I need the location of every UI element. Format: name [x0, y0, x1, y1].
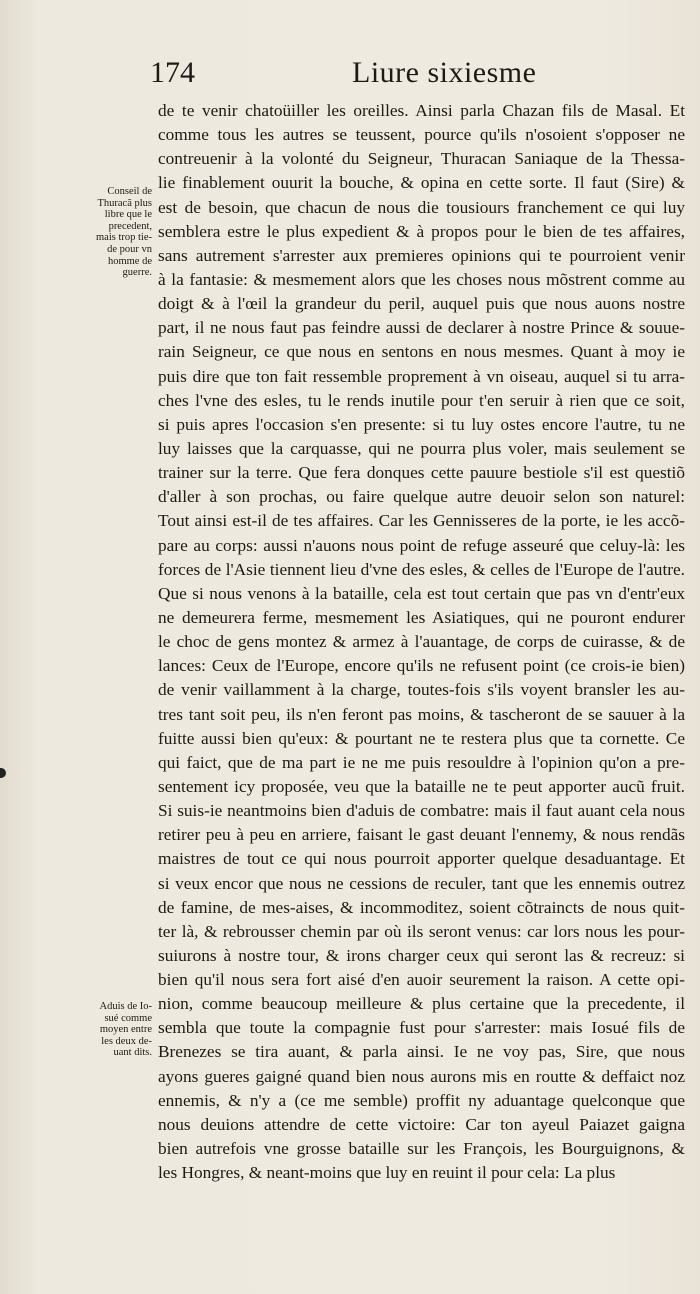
text-line: maistres de tout ce qui nous pourroit apporter quelque desaduantage. Et — [158, 849, 685, 869]
text-line: pare au corps: aussi n'auons nous point de refuge asseuré que celuy-là: les — [158, 535, 685, 555]
text-line: doigt & à l'œil la grandeur du peril, auquel puis que nous auons nostre — [158, 294, 685, 314]
text-line: Tout ainsi est-il de tes affaires. Car les Gennisseres de la porte, ie les accõ- — [158, 511, 685, 531]
text-line: rain Seigneur, ce que nous en sentons en nous mesmes. Quant à moy ie — [158, 342, 685, 362]
text-line: Brenezes se tira auant, & parla ainsi. Ie ne voy pas, Sire, que nous — [158, 1042, 685, 1062]
text-line: bien autrefois vne grosse bataille sur les François, les Bourguignons, & — [158, 1139, 685, 1159]
text-line: contreuenir à la volonté du Seigneur, Thuracan Saniaque de la Thessa- — [158, 149, 685, 169]
text-line: retirer peu à peu en arriere, faisant le gast deuant l'ennemy, & nous rendãs — [158, 825, 685, 845]
text-line: puis dire que ton fait ressemble proprement à vn oiseau, auquel si tu arra- — [158, 366, 685, 386]
text-line: lie finablement ouurit la bouche, & opina en cette sorte. Il faut (Sire) & — [158, 173, 685, 193]
text-line: à la fantasie: & mesmement alors que les choses nous mõstrent comme au — [158, 269, 685, 289]
text-line: semblera estre le plus expedient & à propos pour le bien de tes affaires, — [158, 221, 685, 241]
text-line: de famine, de mes-aises, & incommoditez, soient cõtraincts de nous quit- — [158, 897, 685, 917]
text-line: sans autrement s'arrester aux premieres opinions qui te pourroient venir — [158, 245, 685, 265]
text-line: est de besoin, que chacun de nous die tousiours franchement ce qui luy — [158, 197, 685, 217]
text-line: qui faict, que de ma part ie ne me puis resouldre à l'opinion qu'on a pre- — [158, 752, 685, 772]
text-line: part, il ne nous faut pas feindre aussi de declarer à nostre Prince & souue- — [158, 318, 685, 338]
marginal-note-thuracan: Conseil de Thuracã plus libre que le precedent, mais trop tie- de pour vn homme de guerre. — [96, 186, 152, 279]
text-line: les Hongres, & neant-moins que luy en reuint il pour cela: La plus — [158, 1163, 616, 1183]
text-line: forces de l'Asie tiennent lieu d'vne des esles, & celles de l'Europe de l'autre. — [158, 559, 685, 579]
text-line: d'aller à son prochas, ou faire quelque autre deuoir selon son naturel: — [158, 487, 685, 507]
text-line: lances: Ceux de l'Europe, encore qu'ils ne refusent point (ce crois-ie bien) — [158, 656, 685, 676]
text-line: ne demeurera ferme, mesmement les Asiatiques, qui ne pouront endurer — [158, 607, 685, 627]
text-line: comme tous les autres se teussent, pource qu'ils n'osoient s'opposer ne — [158, 125, 685, 145]
text-line: tres tant soit peu, ils n'en feront pas moins, & tascheront de se sauuer à la — [158, 704, 685, 724]
text-line: bien qu'il nous sera fort aisé d'en auoir seurement la raison. A cette opi- — [158, 970, 685, 990]
text-line: le choc de gens montez & armez à l'auantage, de corps de cuirasse, & de — [158, 632, 685, 652]
text-line: nion, comme beaucoup meilleure & plus certaine que la precedente, il — [158, 994, 685, 1014]
text-line: luy laisses que la carquasse, qui ne pourra plus voler, mais seulement se — [158, 438, 685, 458]
running-title: Liure sixiesme — [352, 56, 537, 89]
marginal-note-iosue: Aduis de Io- sué comme moyen entre les deux de- uant dits. — [99, 1001, 152, 1059]
page-number: 174 — [150, 56, 195, 89]
text-line: de te venir chatoüiller les oreilles. Ainsi parla Chazan fils de Masal. Et — [158, 101, 685, 120]
text-line: ennemis, & n'y a (ce me semble) proffit ny aduantage quelconque que — [158, 1090, 685, 1110]
body-text — [158, 99, 685, 1185]
text-line: sembla que toute la compagnie fust pour s'arrester: mais Iosué fils de — [158, 1018, 685, 1038]
text-line: trainer sur la terre. Que fera donques cette pauure bestiole s'il est questiõ — [158, 463, 685, 483]
text-line: nous deuions attendre de cette victoire: Car ton ayeul Paiazet gaigna — [158, 1114, 685, 1134]
text-line: si veux encor que nous ne cessions de reculer, tant que les ennemis outrez — [158, 873, 685, 893]
text-line: suiurons à nostre tour, & irons charger ceux qui seront las & recreuz: si — [158, 945, 685, 965]
text-line: ayons gueres gaigné quand bien nous aurons mis en routte & deffaict noz — [158, 1066, 685, 1086]
text-line: ches l'vne des esles, tu le rends inutile pour t'en seruir à rien que ce soit, — [158, 390, 685, 410]
text-line: fuitte aussi bien qu'eux: & pourtant ne te restera plus que ta cornette. Ce — [158, 728, 685, 748]
ink-blot — [0, 768, 6, 778]
text-line: Si suis-ie neantmoins bien d'aduis de combatre: mais il faut auant cela nous — [158, 801, 685, 821]
text-line: ter là, & rebrousser chemin par où ils seront venus: car lors nous les pour- — [158, 921, 685, 941]
text-line: si puis apres l'occasion s'en presente: si tu luy ostes encore l'autre, tu ne — [158, 414, 685, 434]
text-line: Que si nous venons à la bataille, cela est tout certain que pas vn d'entr'eux — [158, 583, 685, 603]
text-line: sentement icy proposée, veu que la bataille ne te peut apporter aucũ fruit. — [158, 776, 685, 796]
page-header — [150, 56, 690, 96]
text-line: de venir vaillamment à la charge, toutes-fois s'ils voyent bransler les au- — [158, 680, 685, 700]
